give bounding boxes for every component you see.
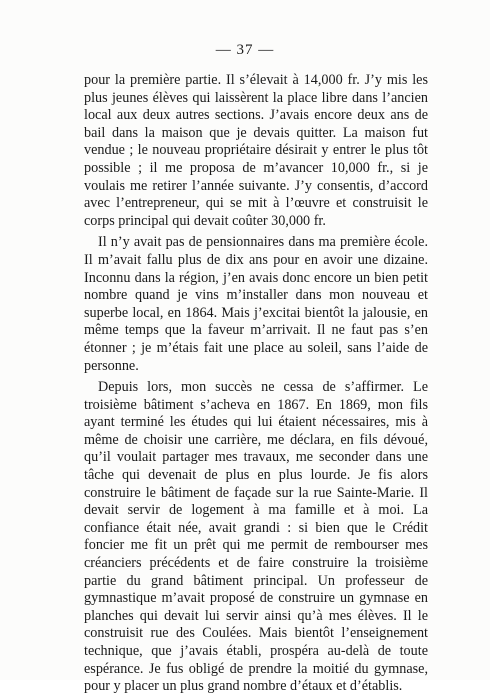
paragraph-3: Depuis lors, mon succès ne cessa de s’affirmer. Le troisième bâtiment s’acheva en 1867. En 1869, mon fils ayant terminé les études qui lui étaient nécessaires, mis à même de choisir une carrière, me déclara, en fils dévoué, qu’il voulait partager mes travaux, me seconder dans une tâche qui devenait de plus en plus lourde. Je fis alors construire le bâtiment de façade sur la rue Sainte-Marie. Il devait servir de logement à ma famille et à moi. La confiance était née, avait grandi : si bien que le Crédit foncier me fit un prêt qui me permit de rembourser mes créanciers précédents et de faire construire la troisième partie du grand bâtiment principal. Un professeur de gymnastique m’avait proposé de construire un gymnase en planches qui devait lui servir ainsi qu’à mes élèves. Il le construisit rue des Coulées. Mais bientôt l’enseignement technique, que j’avais établi, prospéra au-delà de toute espérance. Je fus obligé de prendre la moitié du gymnase, pour y placer un plus grand nombre d’étaux et d’établis.	[84, 379, 428, 695]
paragraph-1: pour la première partie. Il s’élevait à 14,000 fr. J’y mis les plus jeunes élèves qui laissèrent la place libre dans l’ancien local aux deux autres sections. J’avais encore deux ans de bail dans la maison que je devais quitter. La maison fut vendue ; le nouveau propriétaire désirait y entrer le plus tôt possible ; il me proposa de m’avancer 10,000 fr., si je voulais me retirer l’année suivante. J’y consentis, d’accord avec l’entrepreneur, qui se mit à l’œuvre et construisit le corps principal qui devait coûter 30,000 fr.	[84, 72, 428, 229]
body-text	[84, 72, 428, 700]
page-number: — 37 —	[215, 42, 275, 58]
paragraph-2: Il n’y avait pas de pensionnaires dans ma première école. Il m’avait fallu plus de dix ans pour en avoir une dizaine. Inconnu dans la région, j’en avais donc encore un bien petit nombre quand je vins m’installer dans mon nouveau et superbe local, en 1864. Mais j’excitai bientôt la jalousie, en même temps que la faveur m’arrivait. Il ne faut pas s’en étonner ; je m’étais fait une place au soleil, sans l’aide de personne.	[84, 234, 428, 374]
